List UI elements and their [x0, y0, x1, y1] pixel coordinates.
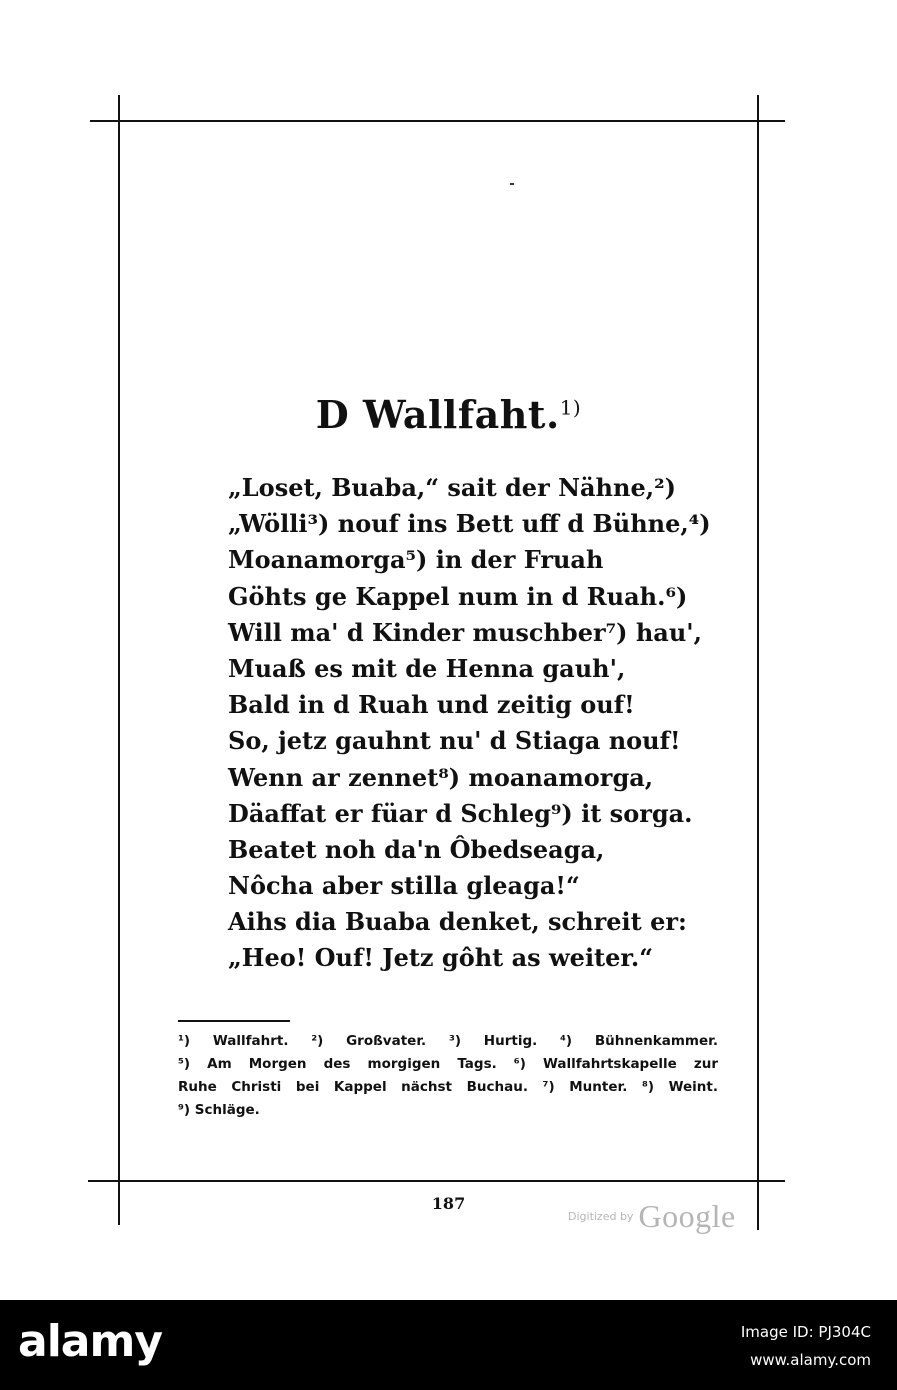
stock-watermark-bar [0, 1300, 897, 1390]
footnotes [178, 1030, 718, 1122]
footnote-separator [178, 1020, 290, 1022]
poem-line: „Heo! Ouf! Jetz gôht as weiter.“ [228, 943, 654, 973]
frame-bottom-rule [88, 1180, 785, 1182]
poem-line: So, jetz gauhnt nu' d Stiaga nouf! [228, 726, 681, 756]
poem-line: Nôcha aber stilla gleaga!“ [228, 871, 580, 901]
poem-title-text: D Wallfaht. [315, 392, 560, 437]
poem-title [0, 392, 897, 437]
frame-right-rule [757, 95, 759, 1230]
print-speck [510, 183, 514, 185]
poem-line: Göhts ge Kappel num in d Ruah.⁶) [228, 581, 688, 611]
site-link[interactable]: www.alamy.com [750, 1351, 871, 1369]
google-wordmark: Google [638, 1198, 736, 1234]
footnote-line: Ruhe Christi bei Kappel nächst Buchau. ⁷) Munter. ⁸) Weint. [178, 1079, 718, 1095]
poem-line: Beatet noh da'n Ôbedseaga, [228, 834, 605, 864]
poem-line: Wenn ar zennet⁸) moanamorga, [228, 762, 654, 792]
frame-left-rule [118, 95, 120, 1225]
stock-image-meta [741, 1318, 871, 1374]
footnote-line: ⁹) Schläge. [178, 1102, 260, 1118]
poem-line: Aihs dia Buaba denket, schreit er: [228, 907, 687, 937]
poem-line: Däaffat er füar d Schleg⁹) it sorga. [228, 798, 693, 828]
poem-line: Will ma' d Kinder muschber⁷) hau', [228, 617, 702, 647]
alamy-logo: alamy [18, 1316, 162, 1367]
image-id: Image ID: PJ304C [740, 1323, 871, 1341]
poem-title-footnote-mark: 1) [559, 395, 582, 420]
page-number: 187 [431, 1194, 466, 1213]
poem-line: Moanamorga⁵) in der Fruah [228, 545, 604, 575]
poem-line: Muaß es mit de Henna gauh', [228, 653, 626, 683]
digitized-by-label: Digitized by [568, 1210, 634, 1223]
frame-top-rule [90, 120, 785, 122]
footnote-line: ¹) Wallfahrt. ²) Großvater. ³) Hurtig. ⁴) Bühnenkammer. [178, 1033, 718, 1049]
poem-line: Bald in d Ruah und zeitig ouf! [228, 690, 635, 720]
poem-line: „Loset, Buaba,“ sait der Nähne,²) [228, 473, 676, 502]
digitized-by-google-watermark [568, 1198, 736, 1235]
poem-line: „Wölli³) nouf ins Bett uff d Bühne,⁴) [228, 509, 711, 539]
footnote-line: ⁵) Am Morgen des morgigen Tags. ⁶) Wallfahrtskapelle zur [178, 1056, 718, 1072]
poem-body [228, 470, 711, 977]
